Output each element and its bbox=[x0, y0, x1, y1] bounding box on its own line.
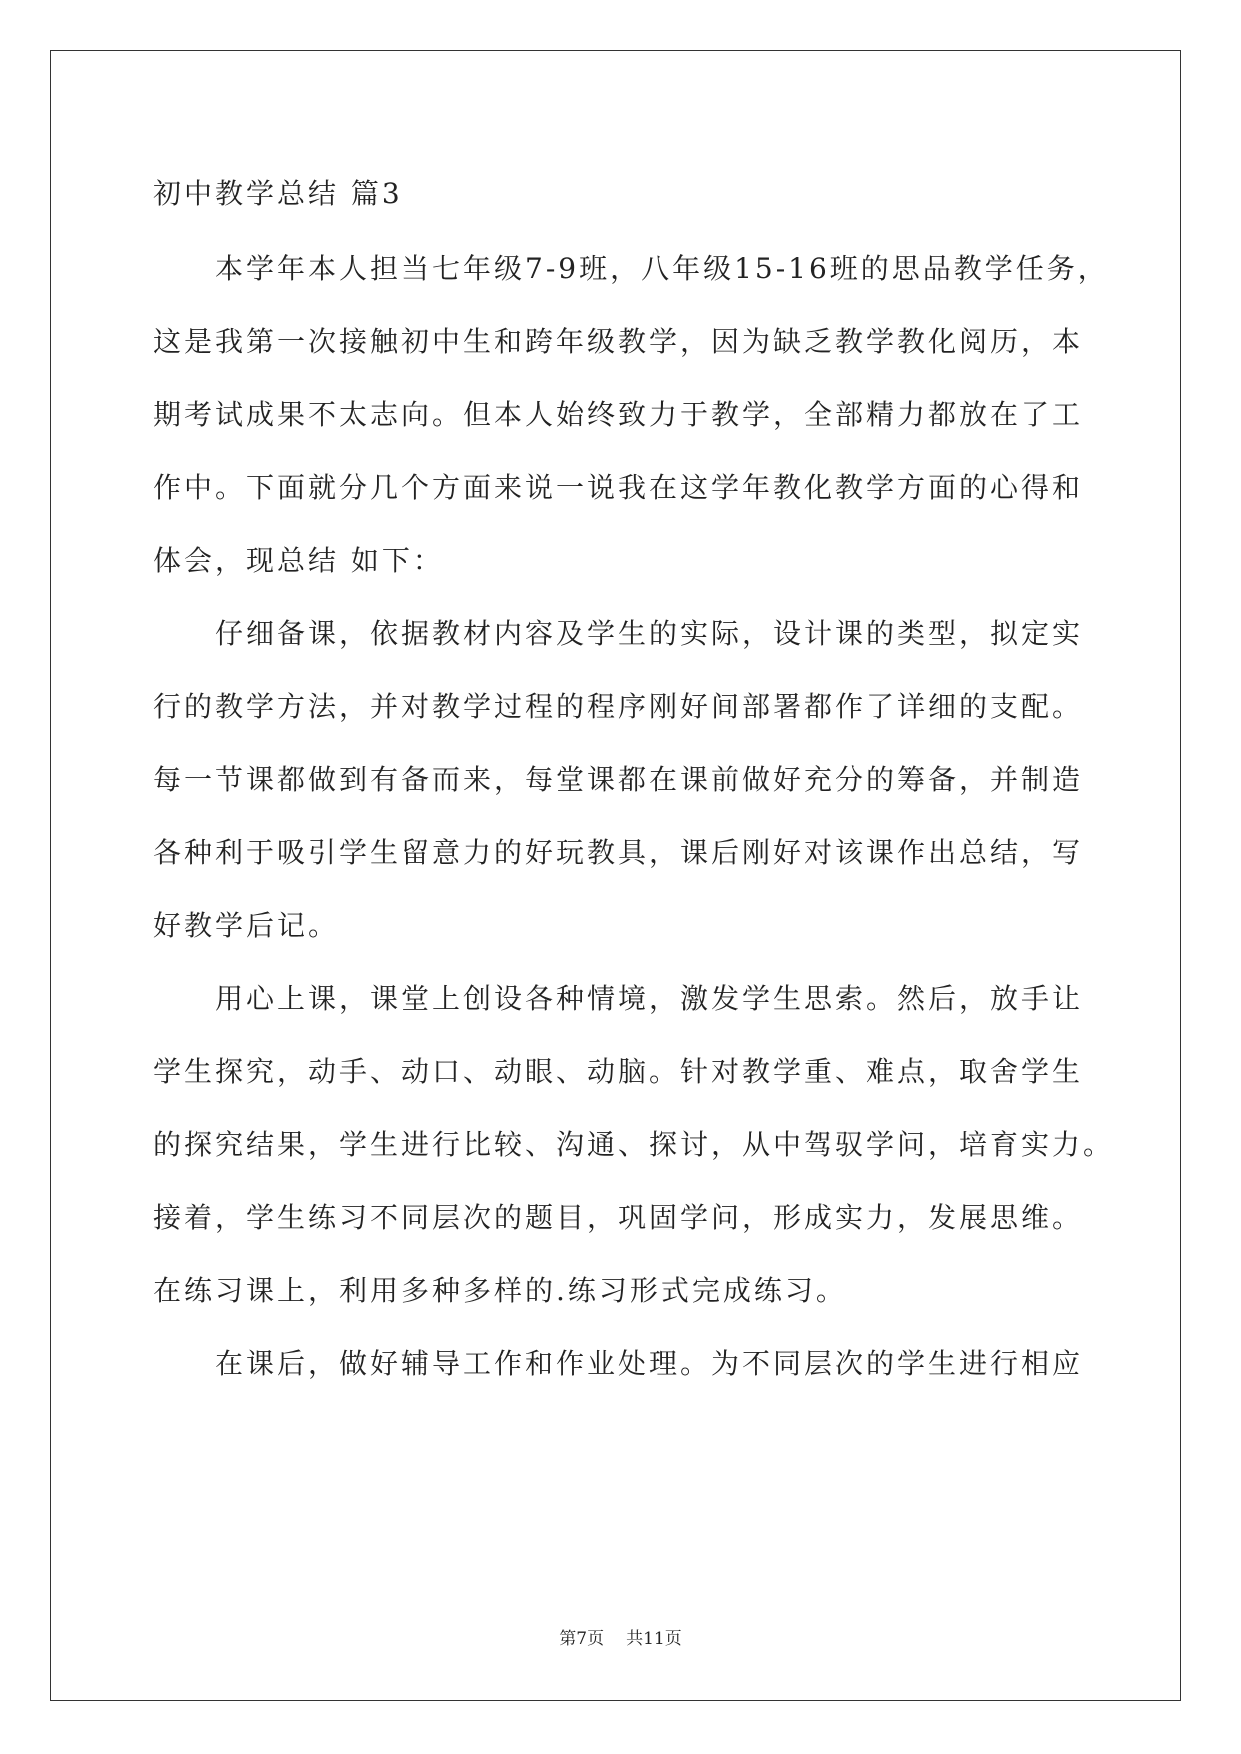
paragraph-line: 行的教学方法，并对教学过程的程序刚好间部署都作了详细的支配。 bbox=[153, 690, 1084, 723]
paragraph-line: 这是我第一次接触初中生和跨年级教学，因为缺乏教学教化阅历，本 bbox=[153, 325, 1084, 358]
paragraph-line: 学生探究，动手、动口、动眼、动脑。针对教学重、难点，取舍学生 bbox=[153, 1055, 1084, 1088]
paragraph-line: 期考试成果不太志向。但本人始终致力于教学，全部精力都放在了工 bbox=[153, 398, 1084, 431]
paragraph-line: 体会，现总结 如下： bbox=[153, 544, 444, 577]
document-title: 初中教学总结 篇3 bbox=[153, 177, 403, 210]
paragraph-line: 作中。下面就分几个方面来说一说我在这学年教化教学方面的心得和 bbox=[153, 471, 1084, 504]
paragraph-line: 好教学后记。 bbox=[153, 909, 340, 942]
paragraph-line: 仔细备课，依据教材内容及学生的实际，设计课的类型，拟定实 bbox=[215, 617, 1084, 650]
page-footer bbox=[0, 1624, 1241, 1649]
paragraph-line: 的探究结果，学生进行比较、沟通、探讨，从中驾驭学问，培育实力。 bbox=[153, 1128, 1115, 1161]
document-body bbox=[153, 156, 1115, 1400]
page-number-current: 第7页 bbox=[559, 1629, 605, 1649]
paragraph-line: 接着，学生练习不同层次的题目，巩固学问，形成实力，发展思维。 bbox=[153, 1201, 1084, 1234]
page-number-total: 共11页 bbox=[626, 1629, 682, 1649]
paragraph-line: 每一节课都做到有备而来，每堂课都在课前做好充分的筹备，并制造 bbox=[153, 763, 1084, 796]
paragraph-line: 本学年本人担当七年级7-9班，八年级15-16班的思品教学任务， bbox=[215, 252, 1109, 285]
paragraph-line: 在课后，做好辅导工作和作业处理。为不同层次的学生进行相应 bbox=[215, 1347, 1084, 1380]
paragraph-line: 在练习课上，利用多种多样的.练习形式完成练习。 bbox=[153, 1274, 847, 1307]
paragraph-line: 用心上课，课堂上创设各种情境，激发学生思索。然后，放手让 bbox=[215, 982, 1084, 1015]
paragraph-line: 各种利于吸引学生留意力的好玩教具，课后刚好对该课作出总结，写 bbox=[153, 836, 1084, 869]
